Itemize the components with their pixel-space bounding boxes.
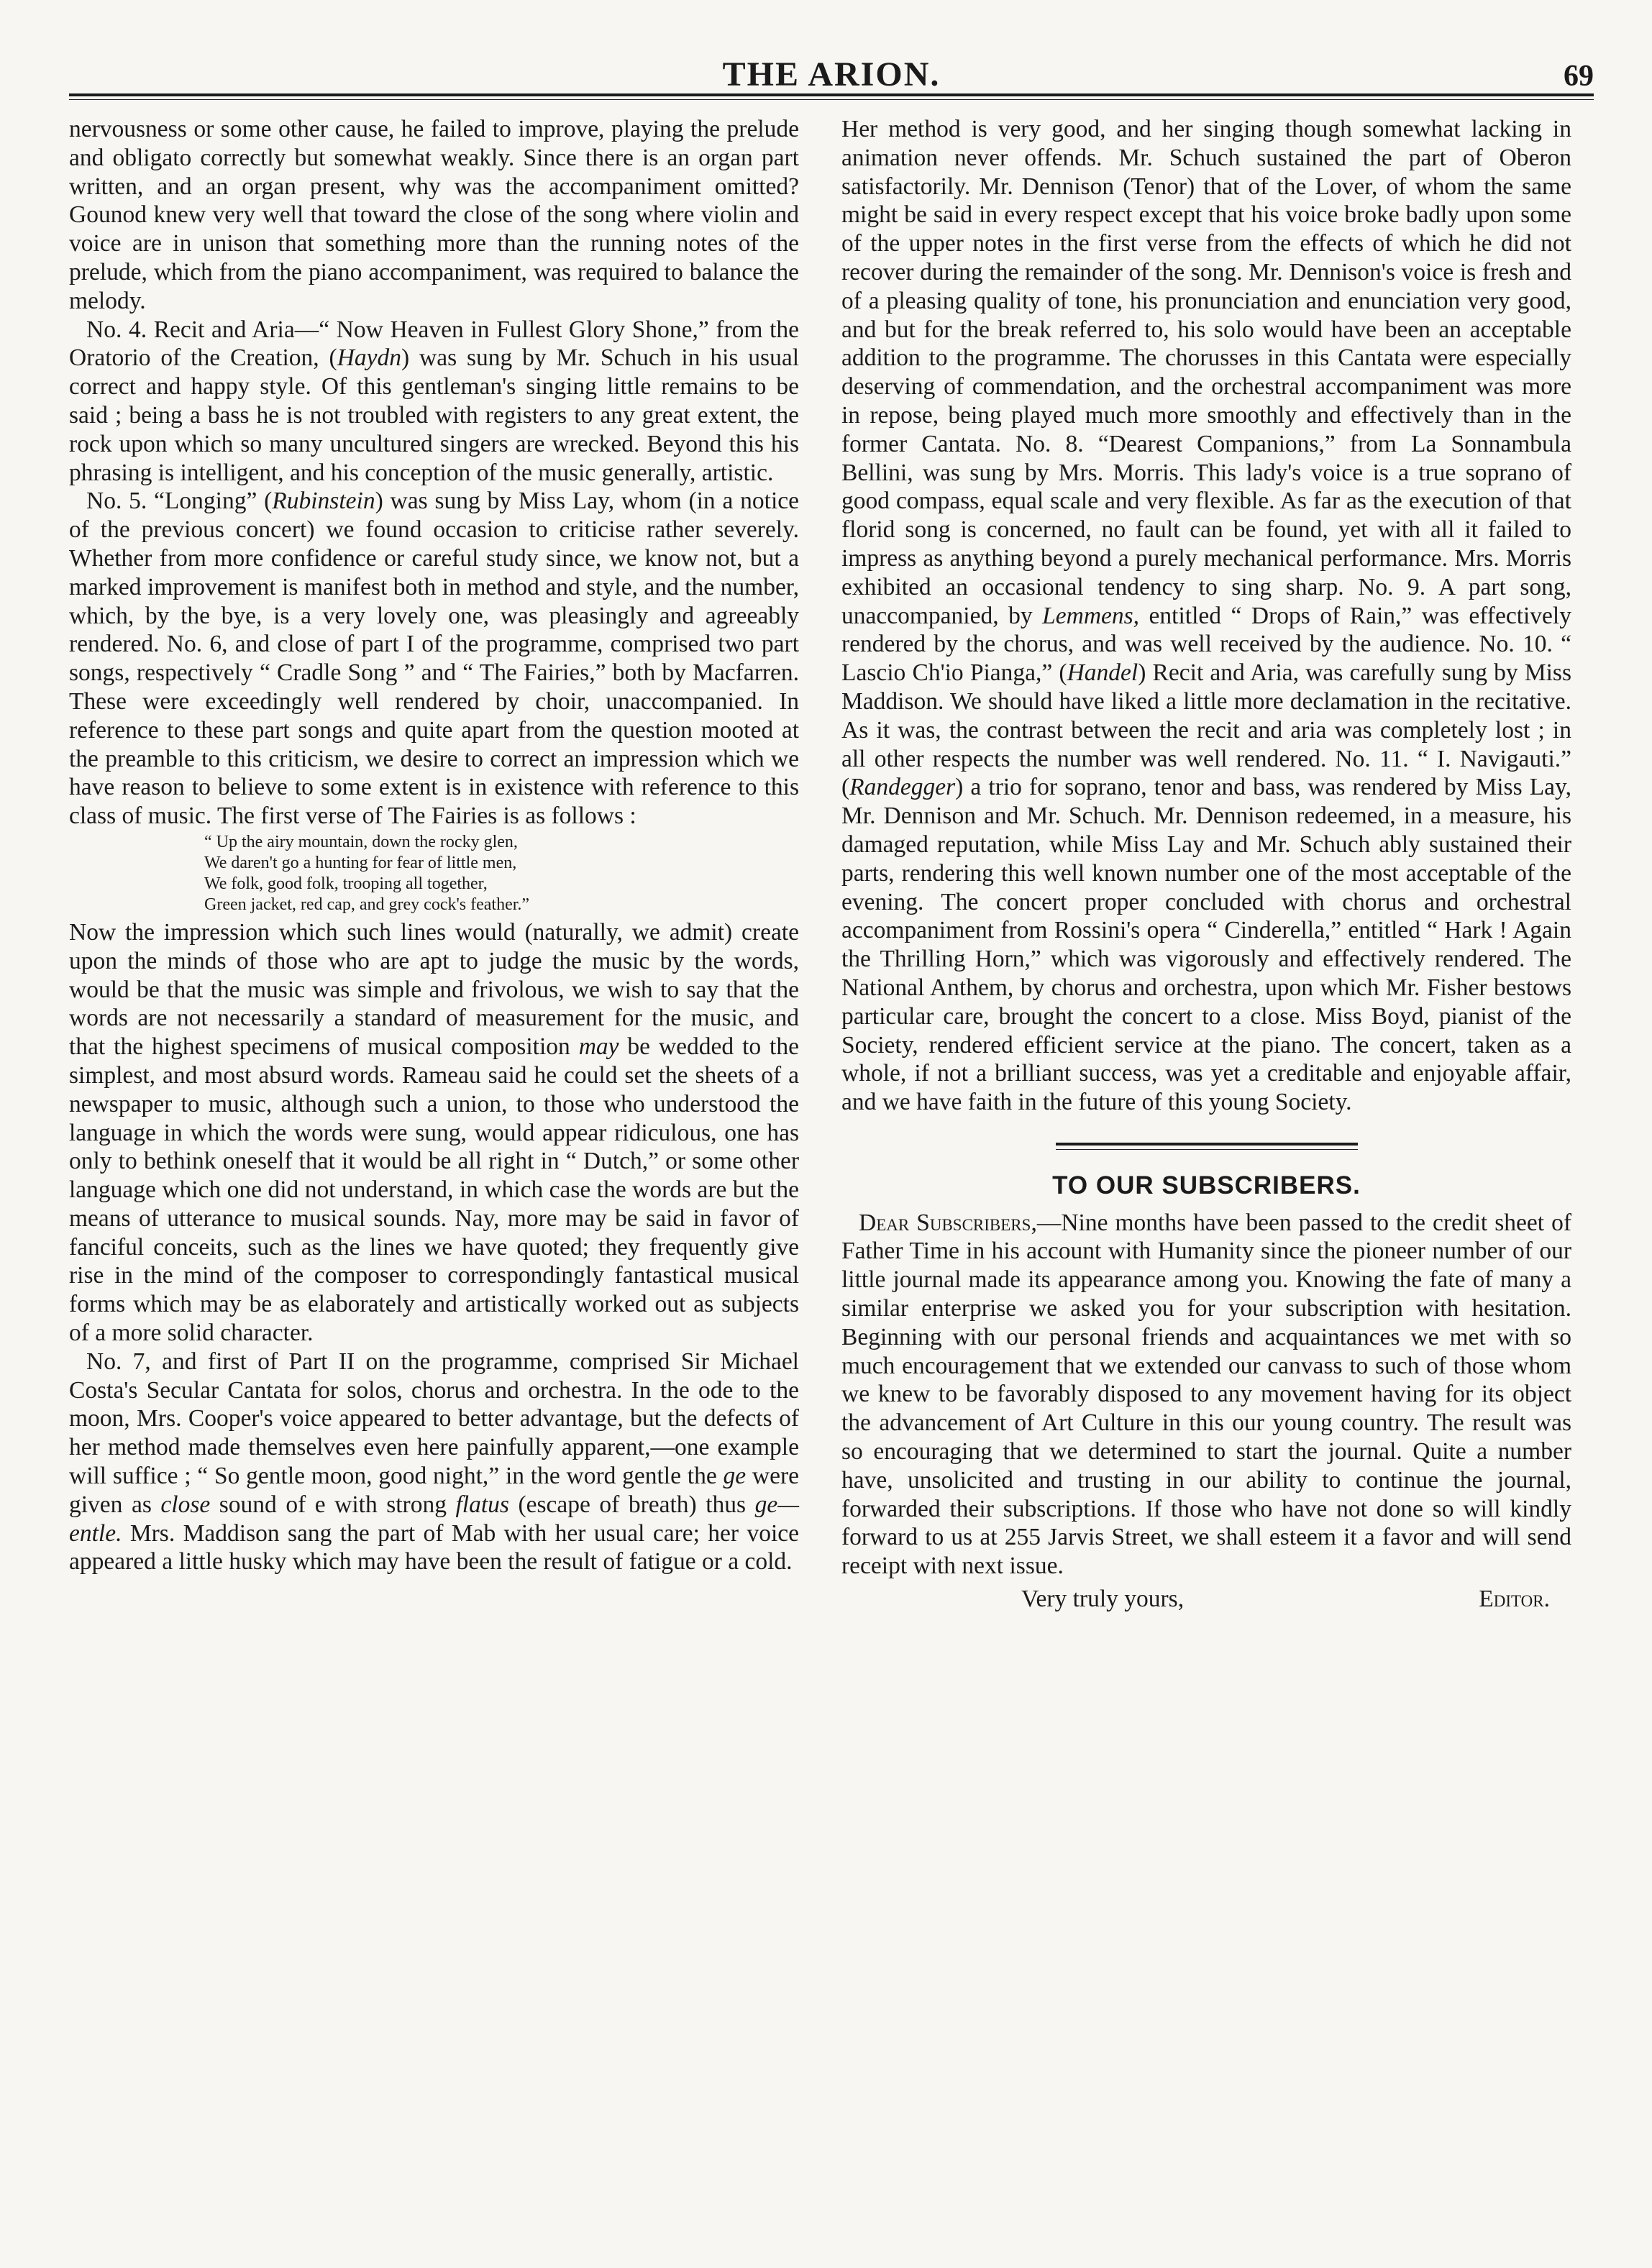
right-column: [841, 115, 1571, 1617]
composer-name: Haydn: [337, 344, 402, 372]
paragraph-text: ) Recit and Aria, was carefully sung by Miss Maddison. We should have liked a little more declamation in the recitative. As it was, the contrast between the recit and aria was completely lost ; in all other respects the number was well rendered. No. 11. “ I. Navigauti.” (: [841, 659, 1571, 801]
paragraph-concert-review-continued: [841, 115, 1571, 1117]
emphasis-word: ge—entle.: [69, 1491, 799, 1547]
section-divider: [1056, 1143, 1358, 1146]
poem-verse: [204, 832, 799, 915]
closing-line: Very truly yours,: [1021, 1586, 1185, 1613]
header-rule-thin: [69, 99, 1594, 100]
emphasis-word: flatus: [455, 1491, 509, 1518]
paragraph-text: be wedded to the simplest, and most absurd words. Rameau said he could set the sheets of a newspaper to music, although such a union, to those who understood the language in which the words were sung, would appear ridiculous, one has only to bethink oneself that it would be all right in “ Dutch,” or some other language which one did not understand, in which case the words are but the means of utterance to musical sounds. Nay, more may be said in favor of fanciful conceits, such as the lines we have quoted; they frequently give rise in the mind of the composer to correspondingly fantastical musical forms which may be as elaborately and artistically worked out as subjects of a more solid character.: [69, 1033, 799, 1347]
paragraph-text: Her method is very good, and her singing though somewhat lacking in animation never offends. Mr. Schuch sustained the part of Oberon satisfactorily. Mr. Dennison (Tenor) that of the Lover, of whom the same might be said in every respect except that his voice broke badly upon some of the upper notes in the first verse from the effects of which he did not recover during the remainder of the song. Mr. Dennison's voice is fresh and of a pleasing quality of tone, his pronunciation and enunciation very good, and but for the break referred to, his solo would have been an acceptable addition to the programme. The chorusses in this Cantata were especially deserving of commendation, and the orchestral accompaniment was more in repose, being played much more smoothly and effectively than in the former Cantata. No. 8. “Dearest Companions,” from La Sonnambula Bellini, was sung by Mrs. Morris. This lady's voice is a true soprano of good compass, equal scale and very flexible. As far as the execution of that florid song is concerned, no fault can be found, yet with all it failed to impress as anything beyond a purely mechanical performance. Mrs. Morris exhibited an occasional tendency to sing sharp. No. 9. A part song, unaccompanied, by: [841, 116, 1571, 629]
publication-title: THE ARION.: [722, 55, 941, 93]
paragraph-text: —Nine months have been passed to the credit sheet of Father Time in his account with Humanity since the pioneer number of our little journal made its appearance among you. Knowing the fate of many a similar enterprise we asked you for your subscription with hesitation. Beginning with our personal friends and acquaintances we met with so much encouragement that we extended our canvass to such of those whom we knew to be favorably disposed to any movement having for its object the advancement of Art Culture in this our young country. The result was so encouraging that we determined to start the journal. Quite a number have, unsolicited and trusting in our ability to continue the journal, forwarded their subscriptions. If those who have not done so will kindly forward to us at 255 Jarvis Street, we shall esteem it a favor and will send receipt with next issue.: [841, 1209, 1571, 1580]
paragraph-text: sound of e with strong: [210, 1491, 456, 1518]
paragraph-violin-critique: [69, 115, 799, 316]
paragraph-text: ) was sung by Mr. Schuch in his usual correct and happy style. Of this gentleman's singing little remains to be said ; being a bass he is not troubled with registers to any great extent, the rock upon which so many uncultured singers are wrecked. Beyond this his phrasing is intelligent, and his conception of the music generally, artistic.: [69, 344, 799, 486]
paragraph-text: ) was sung by Miss Lay, whom (in a notice of the previous concert) we found occasion to criticise rather severely. Whether from more confidence or careful study since, we know not, but a marked improvement is manifest both in method and style, and the number, which, by the bye, is a very lovely one, was pleasingly and agreeably rendered. No. 6, and close of part I of the programme, comprised two part songs, respectively “ Cradle Song ” and “ The Fairies,” both by Macfarren. These were exceedingly well rendered by choir, unaccompanied. In reference to these part songs and quite apart from the question mooted at the preamble to this criticism, we desire to correct an impression which we have reason to believe to some extent is in existence with reference to this class of music. The first verse of The Fairies is as follows :: [69, 488, 799, 830]
paragraph-recit-aria-no4: [69, 316, 799, 488]
paragraph-text: were given as: [69, 1463, 799, 1518]
emphasis-word: close: [160, 1491, 211, 1518]
composer-name: Lemmens,: [1042, 602, 1140, 629]
paragraph-text: Mrs. Maddison sang the part of Mab with her usual care; her voice appeared a little husky which may have been the result of fatigue or a cold.: [69, 1519, 799, 1576]
header-rule: [69, 93, 1594, 96]
section-divider-thin: [1056, 1149, 1358, 1150]
paragraph-subscribers-notice: [841, 1209, 1571, 1581]
verse-line: Green jacket, red cap, and grey cock's feather.”: [204, 895, 530, 914]
paragraph-impression: [69, 918, 799, 1348]
paragraph-text: No. 5. “Longing” (: [86, 488, 273, 515]
verse-line: “ Up the airy mountain, down the rocky glen,: [204, 832, 518, 851]
paragraph-text: No. 7, and first of Part II on the programme, comprised Sir Michael Costa's Secular Cantata for solos, chorus and orchestra. In the ode to the moon, Mrs. Cooper's voice appeared to better advantage, but the defects of her method made themselves even here painfully apparent,—one example will suffice ; “ So gentle moon, good night,” in the word gentle the: [69, 1348, 799, 1490]
paragraph-cantata-no7: [69, 1348, 799, 1576]
paragraph-text: Now the impression which such lines would (naturally, we admit) create upon the minds of those who are apt to judge the music by the words, would be that the music was simple and frivolous, we wish to say that the words are not necessarily a standard of measurement for the music, and that the highest specimens of musical composition: [69, 918, 799, 1061]
signoff: [841, 1585, 1571, 1617]
paragraph-text: ) a trio for soprano, tenor and bass, was rendered by Miss Lay, Mr. Dennison and Mr. Schuch. Mr. Dennison redeemed, in a measure, his damaged reputation, while Miss Lay and Mr. Schuch ably sustained their parts, rendering this well known number one of the most acceptable of the evening. The concert proper concluded with chorus and orchestral accompaniment from Rossini's opera “ Cinderella,” entitled “ Hark ! Again the Thrilling Horn,” which was vigorously and effectively rendered. The National Anthem, by chorus and orchestra, upon which Mr. Fisher bestows particular care, brought the concert to a close. Miss Boyd, pianist of the Society, rendered efficient service at the piano. The concert, taken as a whole, if not a brilliant success, was yet a creditable and enjoyable affair, and we have faith in the future of this young Society.: [841, 774, 1571, 1116]
verse-line: We daren't go a hunting for fear of little men,: [204, 853, 517, 872]
composer-name: Rubinstein: [272, 488, 375, 515]
paragraph-text: No. 4. Recit and Aria—“ Now Heaven in Fullest Glory Shone,” from the Oratorio of the Creation, (: [69, 316, 799, 372]
emphasis-word: ge: [723, 1463, 747, 1490]
page-number: 69: [1564, 60, 1594, 93]
paragraph-text: nervousness or some other cause, he failed to improve, playing the prelude and obligato correctly but somewhat weakly. Since there is an organ part written, and an organ present, why was the accompaniment omitted? Gounod knew very well that toward the close of the song where violin and voice are in unison that something more than the running notes of the prelude, which from the piano accompaniment, was required to balance the melody.: [69, 116, 799, 314]
paragraph-longing-no5: [69, 487, 799, 831]
emphasis-word: may: [578, 1033, 619, 1061]
paragraph-text: (escape of breath) thus: [508, 1491, 755, 1518]
paragraph-text: entitled “ Drops of Rain,” was effectively rendered by the chorus, and was well received by the audience. No. 10. “ Lascio Ch'io Pianga,” (: [841, 602, 1571, 687]
editor-signature: Editor.: [1479, 1586, 1550, 1613]
subscribers-heading: TO OUR SUBSCRIBERS.: [1052, 1171, 1361, 1199]
composer-name: Handel: [1067, 659, 1138, 687]
salutation: Dear Subscribers,: [859, 1209, 1037, 1236]
composer-name: Randegger: [849, 774, 956, 801]
verse-line: We folk, good folk, trooping all together,: [204, 874, 488, 893]
left-column: [69, 115, 799, 1576]
